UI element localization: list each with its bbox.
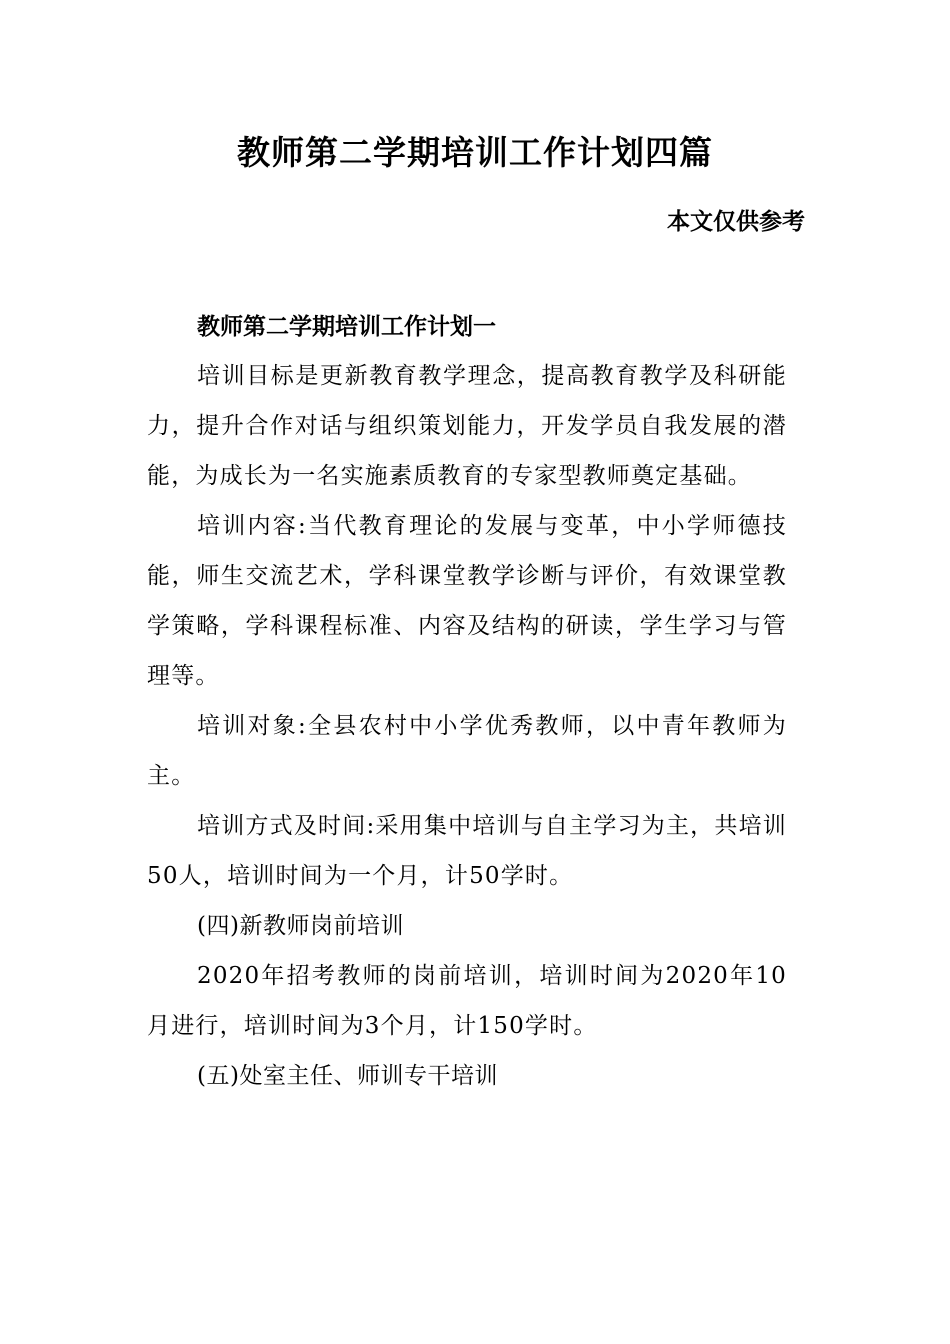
subheading-director-training: (五)处室主任、师训专干培训 (197, 1063, 498, 1089)
subheading-new-teacher-training: (四)新教师岗前培训 (197, 913, 404, 939)
paragraph-training-method: 培训方式及时间:采用集中培训与自主学习为主，共培训50人，培训时间为一个月，计50学时。 (147, 813, 787, 889)
section-heading: 教师第二学期培训工作计划一 (197, 313, 496, 340)
disclaimer-note: 本文仅供参考 (667, 208, 805, 235)
paragraph-training-goal: 培训目标是更新教育教学理念，提高教育教学及科研能力，提升合作对话与组织策划能力，开发学员自我发展的潜能，为成长为一名实施素质教育的专家型教师奠定基础。 (147, 363, 787, 489)
document-title: 教师第二学期培训工作计划四篇 (237, 133, 713, 172)
paragraph-training-audience: 培训对象:全县农村中小学优秀教师，以中青年教师为主。 (147, 713, 787, 789)
paragraph-new-teacher-schedule: 2020年招考教师的岗前培训，培训时间为2020年10月进行，培训时间为3个月，计150学时。 (147, 963, 787, 1039)
document-body (147, 303, 787, 1101)
paragraph-training-content: 培训内容:当代教育理论的发展与变革，中小学师德技能，师生交流艺术，学科课堂教学诊断与评价，有效课堂教学策略，学科课程标准、内容及结构的研读，学生学习与管理等。 (147, 513, 787, 689)
